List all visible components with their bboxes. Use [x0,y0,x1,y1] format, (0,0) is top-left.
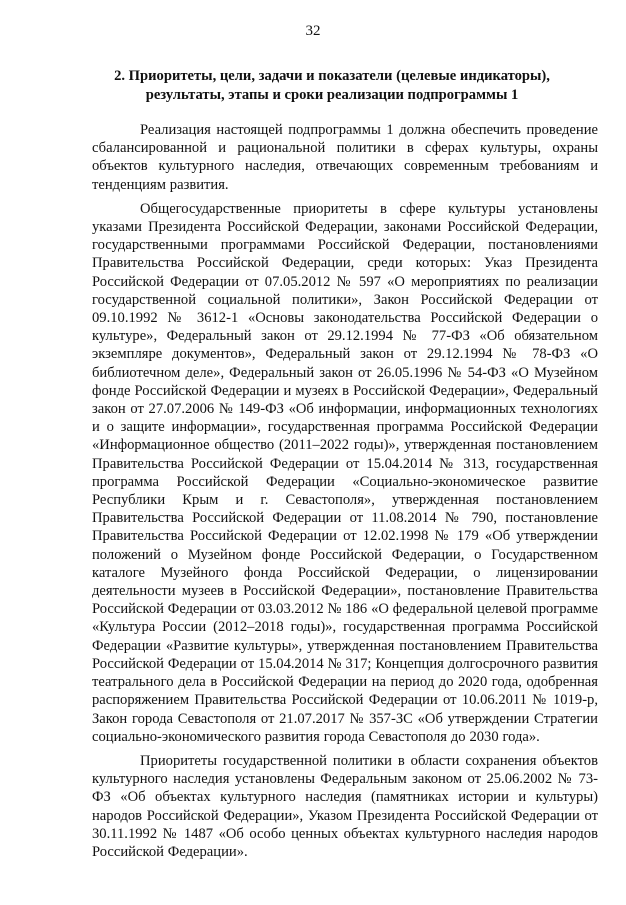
section-body [92,121,598,867]
paragraph-implementation: Реализация настоящей подпрограммы 1 должна обеспечить проведение сбалансированной и рациональной политики в сферах культуры, охраны объектов культурного наследия, отвечающих современным требованиям и тенденциям развития. [92,122,598,193]
page-number: 32 [305,23,321,39]
paragraph-heritage-priorities: Приоритеты государственной политики в области сохранения объектов культурного наследия установлены Федеральным законом от 25.06.2002 № 73-ФЗ «Об объектах культурного наследия (памятниках истории и культуры) народов Российской Федерации», Указом Президента Российской Федерации от 30.11.1992 № 1487 «Об особо ценных объектах культурного наследия народов Российской Федерации». [92,752,598,860]
paragraph-national-priorities: Общегосударственные приоритеты в сфере культуры установлены указами Президента Российской Федерации, законами Российской Федерации, государственными программами Российской Федерации, постановлениями Правительства Российской Федерации, среди которых: Указ Президента Российской Федерации от 07.05.2012 № 597 «О мероприятиях по реализации государственной социальной политики», Закон Российской Федерации от 09.10.1992 № 3612-1 «Основы законодательства Российской Федерации о культуре», Федеральный закон от 29.12.1994 № 77-ФЗ «Об обязательном экземпляре документов», Федеральный закон от 29.12.1994 № 78-ФЗ «О библиотечном деле», Федеральный закон от 26.05.1996 № 54-ФЗ «О Музейном фонде Российской Федерации и музеях в Российской Федерации», Федеральный закон от 27.07.2006 № 149-ФЗ «Об информации, информационных технологиях и о защите информации», государственная программа Российской Федерации «Информационное общество (2011–2022 годы)», утвержденная постановлением Правительства Российской Федерации от 15.04.2014 № 313, государственная программа Российской Федерации «Социально-экономическое развитие Республики Крым и г. Севастополя», утвержденная постановлением Правительства Российской Федерации от 11.08.2014 № 790, постановление Правительства Российской Федерации от 12.02.1998 № 179 «Об утверждении положений о Музейном фонде Российской Федерации, о Государственном каталоге Музейного фонда Российской Федерации, о лицензировании деятельности музеев в Российской Федерации», постановление Правительства Российской Федерации от 03.03.2012 № 186 «О федеральной целевой программе «Культура России (2012–2018 годы)», государственная программа Российской Федерации «Развитие культуры», утвержденная постановлением Правительства Российской Федерации от 15.04.2014 № 317; Концепция долгосрочного развития театрального дела в Российской Федерации на период до 2020 года, одобренная распоряжением Правительства Российской Федерации от 10.06.2011 № 1019-р, Закон города Севастополя от 21.07.2017 № 357-ЗС «Об утверждении Стратегии социально-экономического развития города Севастополя до 2030 года». [92,200,598,745]
section-heading: 2. Приоритеты, цели, задачи и показатели (целевые индикаторы), результаты, этапы и сроки реализации подпрограммы 1 [114,68,550,103]
